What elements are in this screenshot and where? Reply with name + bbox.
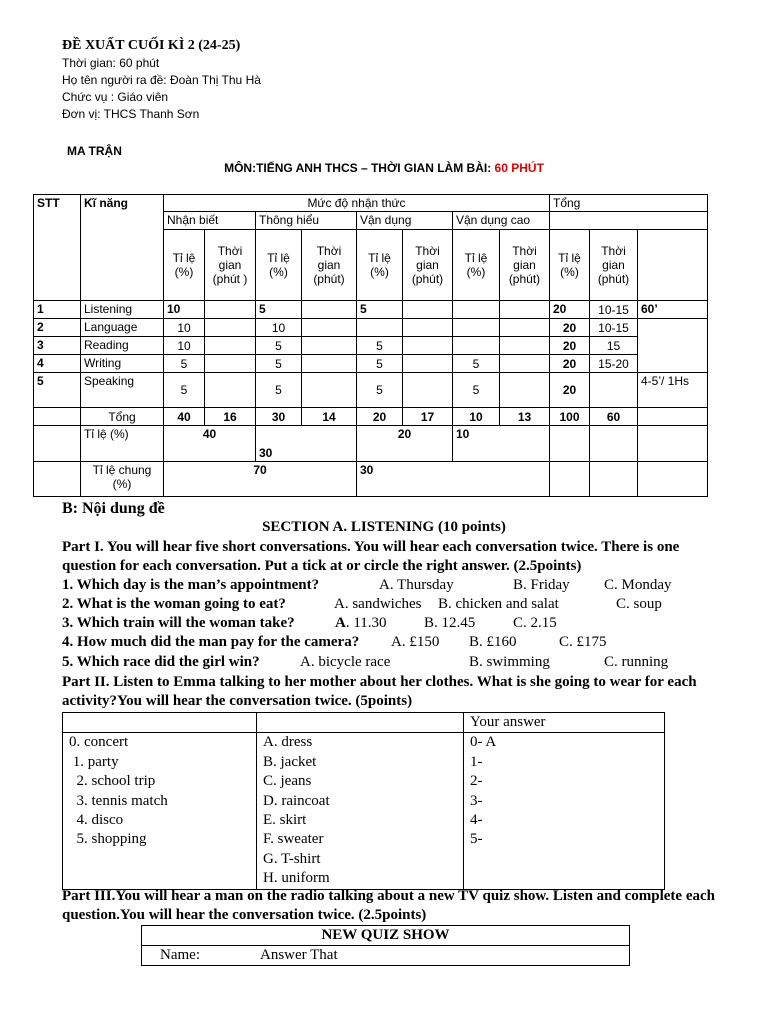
head-time: Thời gian (phút): [302, 230, 357, 301]
ratio-row: Tỉ lệ (%) 40 30 20 10: [34, 426, 708, 462]
head-ratio: Tỉ lệ (%): [256, 230, 302, 301]
head-time: Thời gian (phút): [403, 230, 453, 301]
quiz-name-value: Answer That: [260, 947, 338, 963]
option-c[interactable]: C. £175: [559, 634, 607, 650]
option-a[interactable]: A. £150: [391, 634, 440, 650]
question-4: 4. How much did the man pay for the camera? A. £150 B. £160 C. £175: [62, 634, 607, 650]
table-row: 2 Language 10 10 20 10-15: [34, 319, 708, 337]
head-time: Thời gian (phút): [590, 230, 638, 301]
part1-instructions: Part I. You will hear five short conversations. You will hear each conversation twice. There is one question for each conversation. Put a tick at or circle the right answer. (2.5points): [62, 539, 680, 574]
head-time: Thời gian (phút): [500, 230, 550, 301]
exam-title: ĐỀ XUẤT CUỐI KÌ 2 (24-25): [62, 38, 241, 53]
table-row: 5 Speaking 5 5 5 5 20 4-5’/ 1Hs: [34, 373, 708, 408]
head-ratio: Tỉ lệ (%): [164, 230, 205, 301]
answer-list: 0- A 1- 2- 3- 4- 5-: [464, 733, 665, 889]
question-2: 2. What is the woman going to eat? A. sandwiches B. chicken and salat C. soup: [62, 596, 662, 612]
head-ratio: Tỉ lệ (%): [550, 230, 590, 301]
head-ratio: Tỉ lệ (%): [357, 230, 403, 301]
header-line-time: Thời gian: 60 phút: [62, 56, 160, 70]
option-b[interactable]: B. Friday: [513, 577, 570, 593]
subject-line: [0, 161, 768, 175]
quiz-show-table: [141, 925, 630, 966]
head-level: Mức độ nhận thức: [164, 195, 550, 212]
option-a[interactable]: A. sandwiches: [334, 596, 422, 612]
table-row: 4 Writing 5 5 5 5 20 15-20: [34, 355, 708, 373]
option-c[interactable]: C. 2.15: [513, 615, 557, 631]
header-line-unit: Đơn vị: THCS Thanh Sơn: [62, 107, 200, 121]
option-b[interactable]: B. £160: [469, 634, 517, 650]
option-c[interactable]: C. running: [604, 654, 669, 670]
option-a[interactable]: A. bicycle race: [300, 654, 391, 670]
head-skill: Kĩ năng: [81, 195, 164, 301]
header-line-author: Họ tên người ra đề: Đoàn Thị Thu Hà: [62, 73, 261, 87]
activity-list: 0. concert 1. party 2. school trip 3. tennis match 4. disco 5. shopping: [63, 733, 257, 889]
option-c[interactable]: C. soup: [616, 596, 662, 612]
total-row: Tổng 40 16 30 14 20 17 10 13 100 60: [34, 408, 708, 426]
assessment-matrix-table: [33, 194, 708, 497]
section-a-title: SECTION A. LISTENING (10 points): [262, 519, 506, 535]
matrix-label: MA TRẬN: [67, 144, 122, 158]
head-level-nb: Nhận biết: [164, 212, 256, 230]
head-level-vdc: Vận dụng cao: [453, 212, 550, 230]
quiz-title: NEW QUIZ SHOW: [142, 926, 630, 946]
answer-header: Your answer: [464, 713, 665, 733]
head-level-vd: Vận dụng: [357, 212, 453, 230]
option-a[interactable]: A. Thursday: [379, 577, 454, 593]
head-level-th: Thông hiểu: [256, 212, 357, 230]
head-ratio: Tỉ lệ (%): [453, 230, 500, 301]
part2-instructions: Part II. Listen to Emma talking to her mother about her clothes. What is she going to wear for each activity?You will hear the conversation twice. (5points): [62, 674, 697, 709]
question-3: 3. Which train will the woman take? A. 11.30 B. 12.45 C. 2.15: [62, 615, 557, 631]
table-row: 3 Reading 10 5 5 20 15: [34, 337, 708, 355]
clothes-list: A. dress B. jacket C. jeans D. raincoat E. skirt F. sweater G. T-shirt H. uniform: [257, 733, 464, 889]
subject-prefix: MÔN:TIẾNG ANH THCS – THỜI GIAN LÀM BÀI:: [224, 161, 492, 175]
option-b[interactable]: B. swimming: [469, 654, 550, 670]
header-line-position: Chức vụ : Giáo viên: [62, 90, 169, 104]
option-a[interactable]: A. 11.30: [335, 615, 387, 631]
question-1: 1. Which day is the man’s appointment? A. Thursday B. Friday C. Monday: [62, 577, 672, 593]
part3-instructions: Part III.You will hear a man on the radio talking about a new TV quiz show. Listen and complete each question.You will hear the conversation twice. (2.5points): [62, 888, 715, 923]
option-b[interactable]: B. 12.45: [424, 615, 476, 631]
head-stt: STT: [34, 195, 81, 301]
common-ratio-row: Tỉ lệ chung (%) 70 30: [34, 462, 708, 497]
quiz-name-label: Name:: [160, 947, 200, 963]
head-total: Tổng: [550, 195, 708, 212]
option-c[interactable]: C. Monday: [604, 577, 672, 593]
question-5: 5. Which race did the girl win? A. bicycle race B. swimming C. running: [62, 654, 669, 670]
content-heading: B: Nội dung đề: [62, 500, 165, 517]
table-row: 1 Listening 10 5 5 20 10-15 60’: [34, 301, 708, 319]
matching-table: [62, 712, 665, 890]
option-b[interactable]: B. chicken and salat: [438, 596, 559, 612]
subject-time: 60 PHÚT: [494, 161, 544, 175]
head-time: Thời gian (phút ): [205, 230, 256, 301]
